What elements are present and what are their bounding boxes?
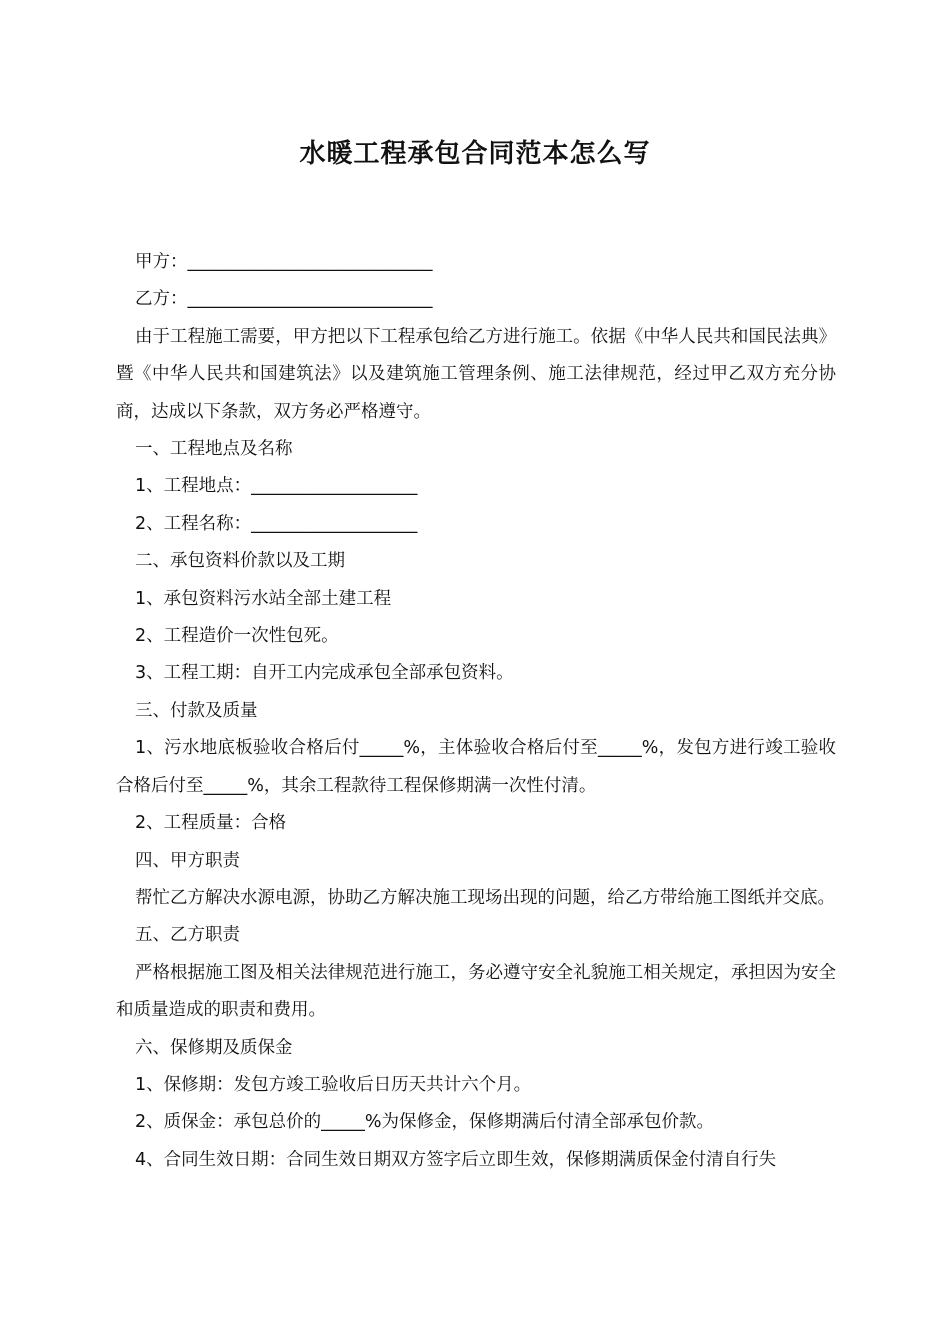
clause-party-b-duties: 严格根据施工图及相关法律规范进行施工，务必遵守安全礼貌施工相关规定，承担因为安全和质量造成的职责和费用。: [116, 962, 836, 1021]
clause-retention-money: 2、质保金：承包总价的_____%为保修金，保修期满后付清全部承包价款。: [135, 1112, 715, 1133]
clause-project-name: 2、工程名称：___________________: [135, 513, 418, 534]
section-heading-4: 四、甲方职责: [135, 850, 240, 871]
section-heading-6: 六、保修期及质保金: [135, 1037, 293, 1058]
preamble-paragraph: 由于工程施工需要，甲方把以下工程承包给乙方进行施工。依据《中华人民共和国民法典》暨《中华人民共和国建筑法》以及建筑施工管理条例、施工法律规范，经过甲乙双方充分协商，达成以下条款，双方务必严格遵守。: [116, 326, 836, 422]
clause-party-a-duties: 帮忙乙方解决水源电源，协助乙方解决施工现场出现的问题，给乙方带给施工图纸并交底。: [135, 887, 835, 908]
clause-quality: 2、工程质量：合格: [135, 813, 287, 834]
clause-contract-period: 3、工程工期：自开工内完成承包全部承包资料。: [135, 663, 514, 684]
document-title: 水暖工程承包合同范本怎么写: [299, 139, 651, 169]
clause-payment: 1、污水地底板验收合格后付_____%，主体验收合格后付至_____%，发包方进行竣工验收合格后付至_____%，其余工程款待工程保修期满一次性付清。: [116, 738, 836, 796]
section-heading-2: 二、承包资料价款以及工期: [135, 551, 345, 572]
section-heading-1: 一、工程地点及名称: [135, 439, 293, 460]
party-a-line: 甲方：____________________________: [135, 252, 433, 272]
clause-project-location: 1、工程地点：___________________: [135, 476, 418, 497]
section-heading-3: 三、付款及质量: [135, 700, 258, 721]
clause-contract-scope: 1、承包资料污水站全部土建工程: [135, 588, 392, 609]
document-body: [116, 244, 836, 1179]
clause-effective-date: 4、合同生效日期：合同生效日期双方签字后立即生效，保修期满质保金付清自行失: [135, 1149, 777, 1170]
party-b-line: 乙方：____________________________: [135, 289, 433, 310]
clause-warranty-period: 1、保修期：发包方竣工验收后日历天共计六个月。: [135, 1074, 532, 1095]
section-heading-5: 五、乙方职责: [135, 925, 240, 946]
clause-contract-price: 2、工程造价一次性包死。: [135, 626, 339, 647]
